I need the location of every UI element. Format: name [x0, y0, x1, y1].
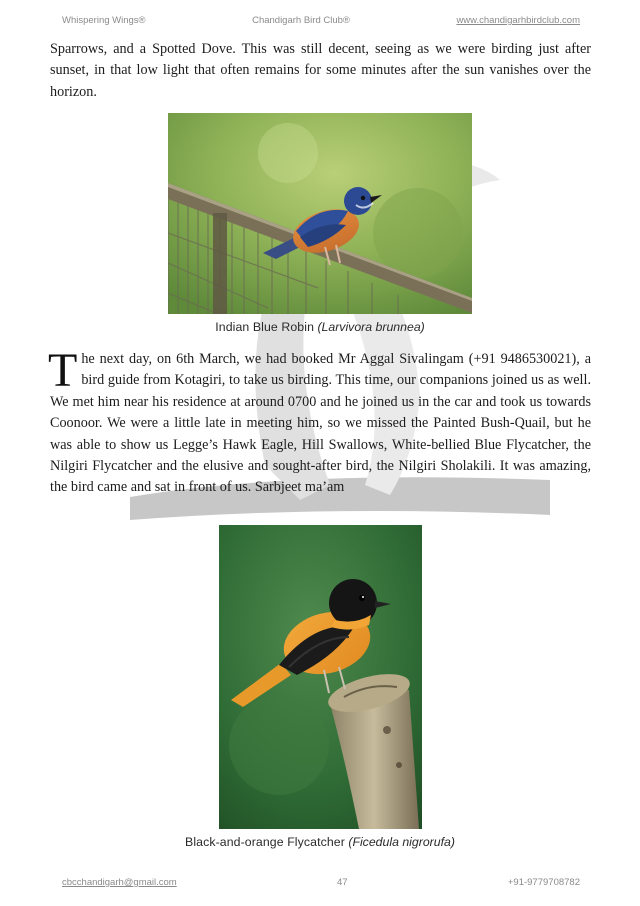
indian-blue-robin-photo	[168, 113, 472, 314]
black-and-orange-flycatcher-photo	[219, 525, 422, 829]
drop-cap: T	[48, 344, 78, 397]
page-number: 47	[337, 877, 348, 888]
figure-1-common-name: Indian Blue Robin	[215, 320, 315, 334]
header-website-link[interactable]: www.chandigarhbirdclub.com	[456, 15, 580, 26]
figure-1-caption	[0, 320, 640, 334]
footer-phone: +91-9779708782	[507, 877, 580, 888]
body-paragraph-2	[48, 344, 591, 499]
page-footer	[62, 877, 580, 888]
figure-2-common-name: Black-and-orange Flycatcher	[185, 835, 345, 849]
header-club-name: Chandigarh Bird Club®	[252, 15, 350, 26]
figure-1-scientific-name: (Larvivora brunnea)	[317, 320, 425, 334]
body-paragraph-1: Sparrows, and a Spotted Dove. This was still decent, seeing as we were birding just after sunset, in that low light that often remains for some minutes after the sun vanishes over the horizon.	[50, 41, 591, 100]
body-paragraph-2-text: he next day, on 6th March, we had booked Mr Aggal Sivalingam (+91 9486530021), a bird guide from Kotagiri, to take us birding. This time, our companions joined us as well. We met him near his residence at around 0700 and he joined us in the car and took us towards Coonoor. We were a little late in meeting him, so we missed the Painted Bush-Quail, but he was able to show us Legge’s Hawk Eagle, Hill Swallows, White-bellied Blue Flycatcher, the Nilgiri Flycatcher and the elusive and sought-after bird, the Nilgiri Sholakili. It was amazing, the bird came and sat in front of us. Sarbjeet ma’am	[50, 351, 591, 496]
page-header	[62, 15, 580, 26]
figure-2-caption	[0, 835, 640, 849]
header-magazine-name: Whispering Wings®	[62, 15, 146, 26]
footer-email-link[interactable]: cbcchandigarh@gmail.com	[62, 877, 177, 888]
figure-2-scientific-name: (Ficedula nigrorufa)	[348, 835, 455, 849]
